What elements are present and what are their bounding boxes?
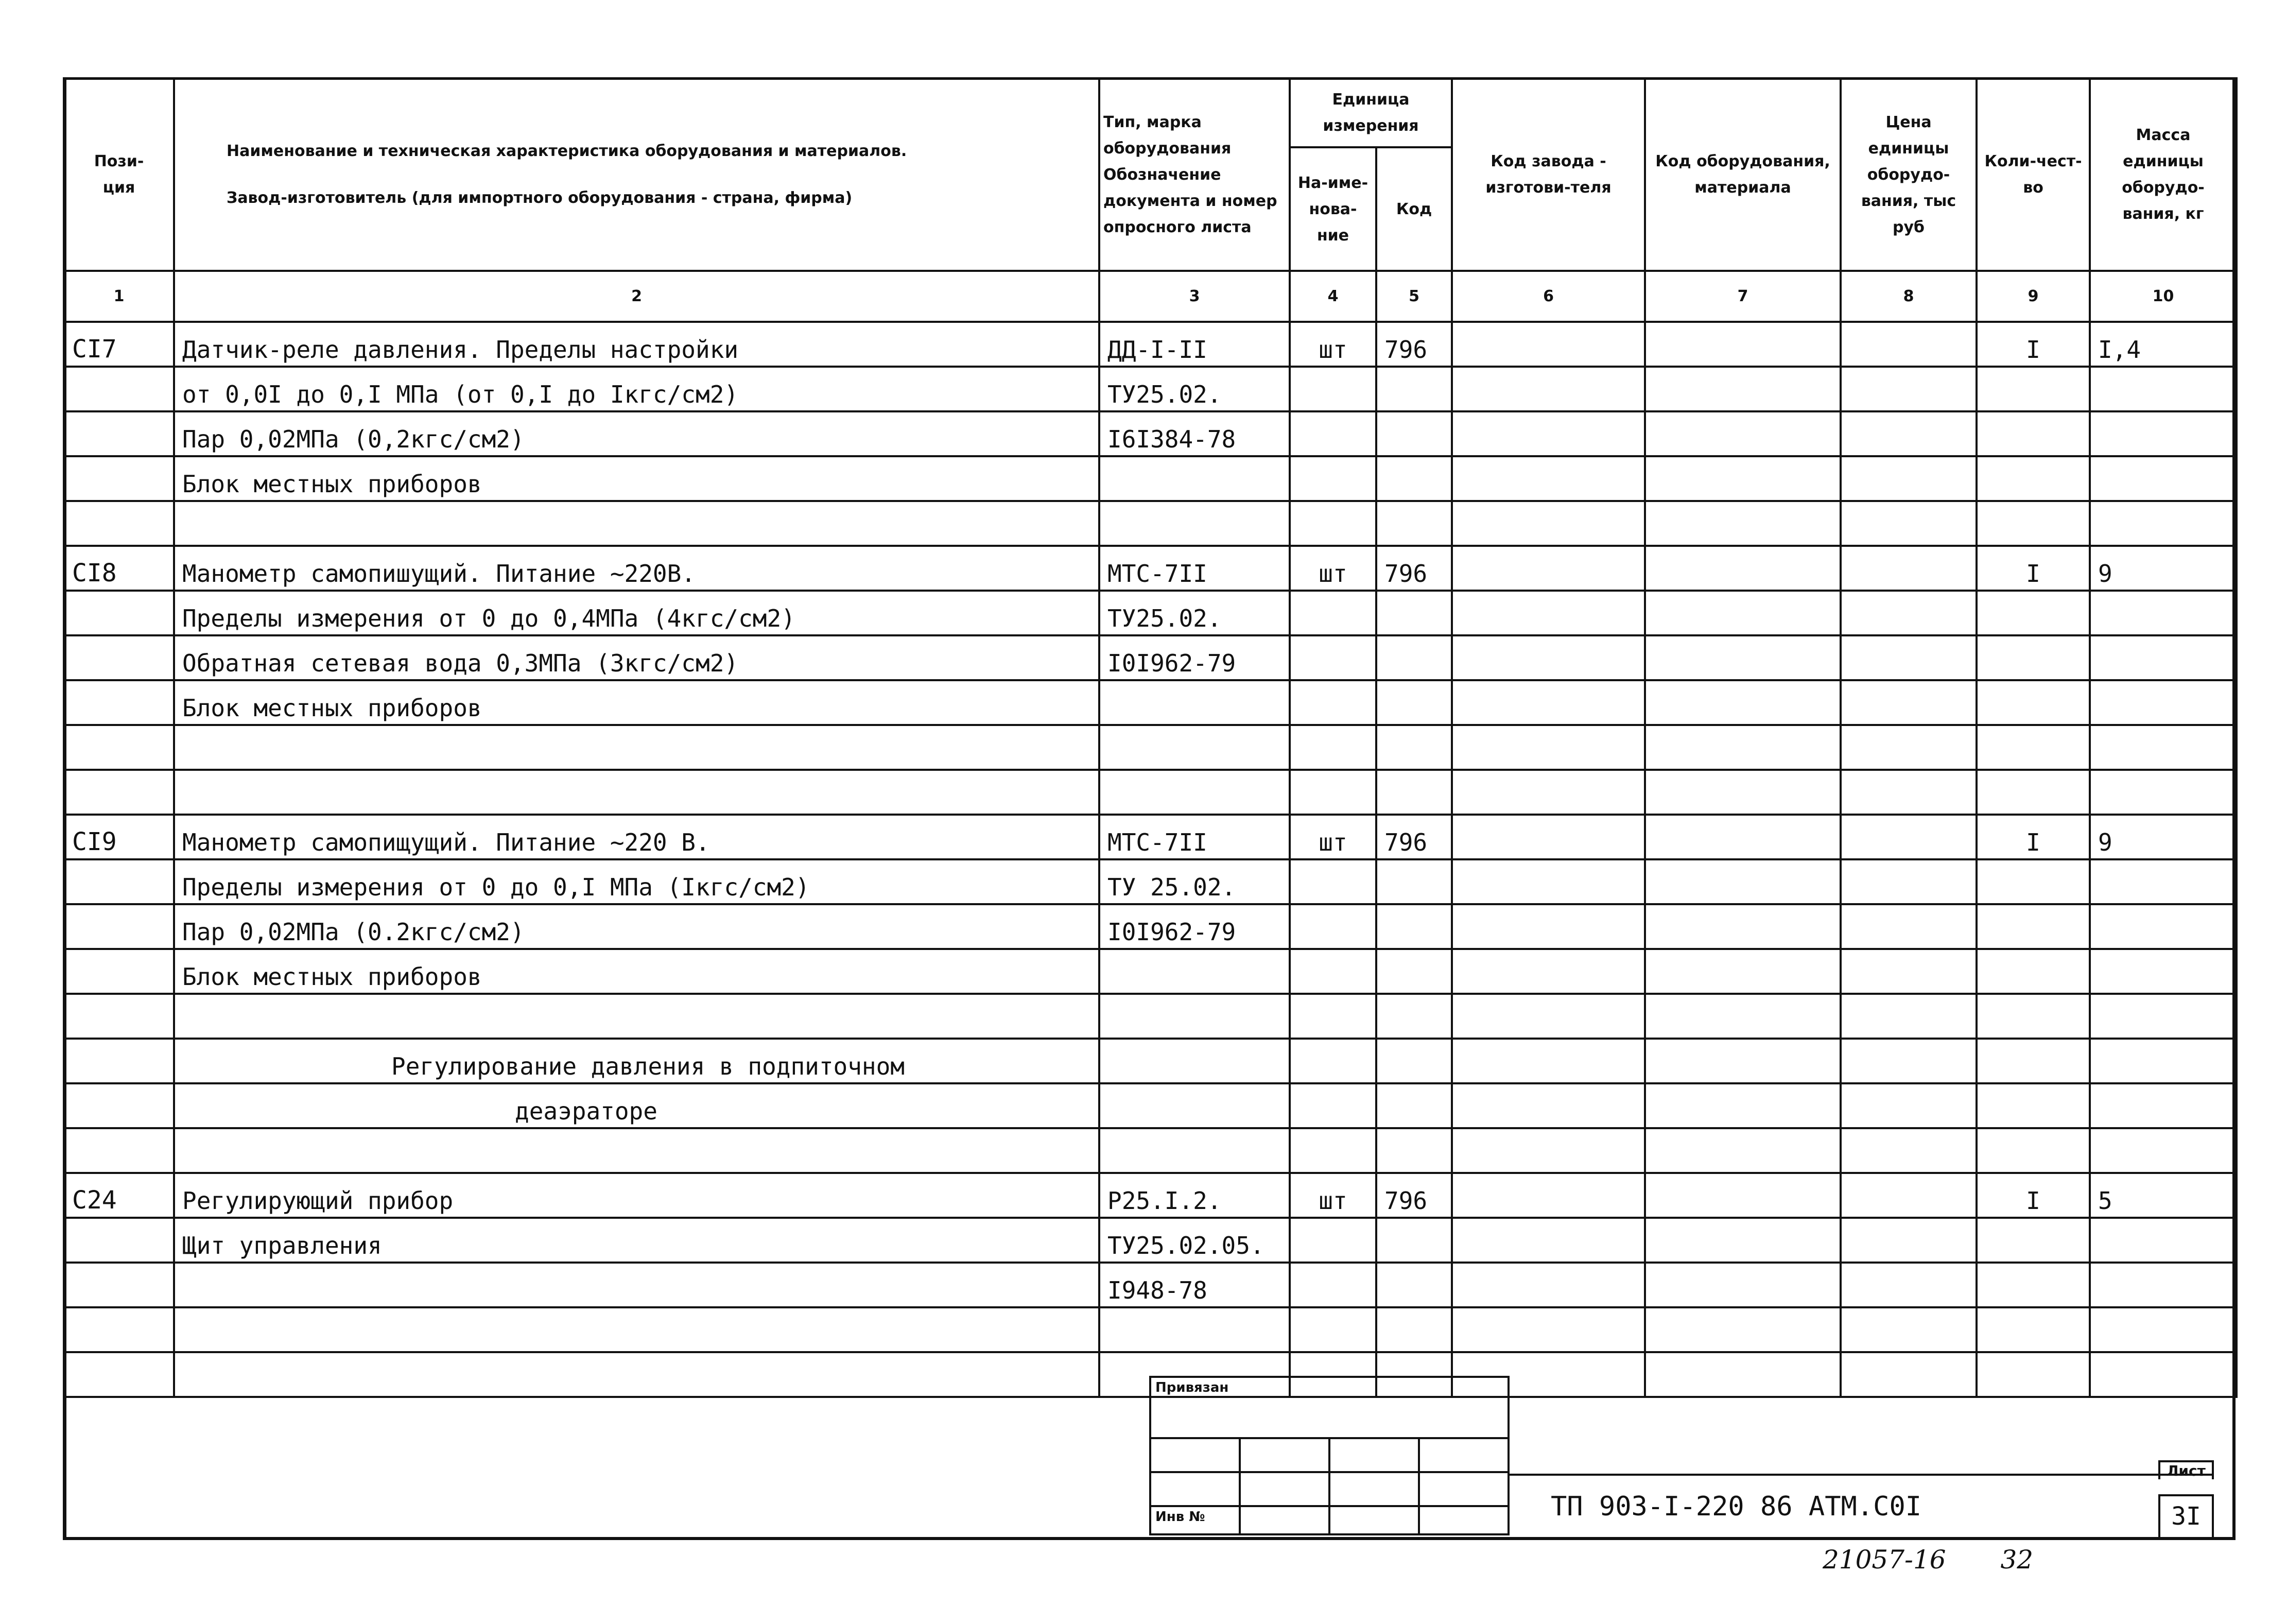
equipment-code-cell — [1645, 501, 1841, 546]
equipment-code-cell — [1645, 546, 1841, 591]
table-row — [64, 1263, 2237, 1307]
unit-cell — [1290, 591, 1376, 635]
header-equipment-code: Код оборудования, материала — [1645, 78, 1841, 271]
name-cell: Регулирование давления в подпиточном — [174, 1039, 1099, 1083]
position-cell: CI8 — [64, 546, 174, 591]
quantity-cell: I — [1977, 546, 2090, 591]
type-cell — [1099, 680, 1290, 725]
type-cell — [1099, 994, 1290, 1039]
equipment-code-cell — [1645, 1218, 1841, 1263]
name-cell: деаэраторе — [174, 1083, 1099, 1128]
unit-cell — [1290, 501, 1376, 546]
table-row — [64, 904, 2237, 949]
name-cell — [174, 770, 1099, 815]
table-row — [64, 1128, 2237, 1173]
unit-cell — [1290, 367, 1376, 411]
unit-code-cell — [1376, 1307, 1452, 1352]
factory-code-cell — [1452, 904, 1645, 949]
header-quantity: Коли-чест-во — [1977, 78, 2090, 271]
equipment-code-cell — [1645, 1128, 1841, 1173]
price-cell — [1841, 1263, 1977, 1307]
position-cell — [64, 367, 174, 411]
quantity-cell — [1977, 725, 2090, 770]
name-cell: Блок местных приборов — [174, 949, 1099, 994]
mass-cell — [2090, 1352, 2237, 1397]
column-number: 8 — [1841, 271, 1977, 322]
name-cell: Датчик-реле давления. Пределы настройки — [174, 322, 1099, 367]
unit-cell — [1290, 635, 1376, 680]
name-cell: Блок местных приборов — [174, 456, 1099, 501]
mass-cell — [2090, 904, 2237, 949]
price-cell — [1841, 546, 1977, 591]
mass-cell — [2090, 367, 2237, 411]
unit-cell — [1290, 456, 1376, 501]
unit-cell — [1290, 1039, 1376, 1083]
table-row — [64, 815, 2237, 859]
name-cell — [174, 1307, 1099, 1352]
column-number: 2 — [174, 271, 1099, 322]
unit-cell: шт — [1290, 322, 1376, 367]
column-number: 3 — [1099, 271, 1290, 322]
position-cell — [64, 591, 174, 635]
price-cell — [1841, 770, 1977, 815]
type-cell — [1099, 501, 1290, 546]
position-cell — [64, 1039, 174, 1083]
name-cell — [174, 725, 1099, 770]
header-mass: Масса единицы оборудо-вания, кг — [2090, 78, 2237, 271]
header-price: Цена единицы оборудо-вания, тыс руб — [1841, 78, 1977, 271]
price-cell — [1841, 1173, 1977, 1218]
price-cell — [1841, 1039, 1977, 1083]
unit-cell — [1290, 1263, 1376, 1307]
unit-code-cell — [1376, 1083, 1452, 1128]
price-cell — [1841, 1218, 1977, 1263]
equipment-code-cell — [1645, 1173, 1841, 1218]
price-cell — [1841, 1352, 1977, 1397]
unit-code-cell — [1376, 591, 1452, 635]
position-cell — [64, 1083, 174, 1128]
column-number: 10 — [2090, 271, 2237, 322]
position-cell: CI9 — [64, 815, 174, 859]
header-factory-code: Код завода - изготови-теля — [1452, 78, 1645, 271]
mass-cell: I,4 — [2090, 322, 2237, 367]
equipment-code-cell — [1645, 815, 1841, 859]
position-cell — [64, 1218, 174, 1263]
type-cell: ТУ25.02.05. — [1099, 1218, 1290, 1263]
table-row — [64, 949, 2237, 994]
position-cell — [64, 904, 174, 949]
factory-code-cell — [1452, 725, 1645, 770]
inventory-label: Инв № — [1150, 1506, 1240, 1534]
unit-code-cell — [1376, 725, 1452, 770]
column-number: 1 — [64, 271, 174, 322]
equipment-code-cell — [1645, 1307, 1841, 1352]
unit-cell — [1290, 770, 1376, 815]
quantity-cell — [1977, 591, 2090, 635]
price-cell — [1841, 994, 1977, 1039]
unit-cell — [1290, 411, 1376, 456]
table-row — [64, 591, 2237, 635]
unit-code-cell — [1376, 456, 1452, 501]
mass-cell — [2090, 411, 2237, 456]
type-cell — [1099, 1307, 1290, 1352]
type-cell: I948-78 — [1099, 1263, 1290, 1307]
mass-cell — [2090, 770, 2237, 815]
name-cell — [174, 1128, 1099, 1173]
column-number: 7 — [1645, 271, 1841, 322]
factory-code-cell — [1452, 1173, 1645, 1218]
header-unit-code: Код — [1376, 147, 1452, 271]
mass-cell — [2090, 501, 2237, 546]
table-row — [64, 680, 2237, 725]
unit-code-cell — [1376, 635, 1452, 680]
name-cell: Пар 0,02МПа (0,2кгс/см2) — [174, 411, 1099, 456]
price-cell — [1841, 680, 1977, 725]
table-row — [64, 1083, 2237, 1128]
type-cell: МТС-7II — [1099, 546, 1290, 591]
name-cell: Регулирующий прибор — [174, 1173, 1099, 1218]
page-number: 32 — [2000, 1545, 2034, 1575]
quantity-cell — [1977, 1352, 2090, 1397]
equipment-code-cell — [1645, 725, 1841, 770]
type-cell — [1099, 725, 1290, 770]
quantity-cell — [1977, 635, 2090, 680]
quantity-cell — [1977, 949, 2090, 994]
unit-code-cell — [1376, 1263, 1452, 1307]
table-row — [64, 501, 2237, 546]
factory-code-cell — [1452, 949, 1645, 994]
mass-cell — [2090, 859, 2237, 904]
mass-cell — [2090, 591, 2237, 635]
unit-cell — [1290, 949, 1376, 994]
equipment-code-cell — [1645, 635, 1841, 680]
name-cell: Пар 0,02МПа (0.2кгс/см2) — [174, 904, 1099, 949]
column-number: 5 — [1376, 271, 1452, 322]
quantity-cell — [1977, 1263, 2090, 1307]
factory-code-cell — [1452, 994, 1645, 1039]
position-cell — [64, 994, 174, 1039]
table-row — [64, 1039, 2237, 1083]
unit-cell — [1290, 725, 1376, 770]
mass-cell — [2090, 949, 2237, 994]
price-cell — [1841, 859, 1977, 904]
factory-code-cell — [1452, 501, 1645, 546]
unit-code-cell — [1376, 770, 1452, 815]
table-row — [64, 994, 2237, 1039]
mass-cell — [2090, 1128, 2237, 1173]
factory-code-cell — [1452, 1039, 1645, 1083]
type-cell: I0I962-79 — [1099, 904, 1290, 949]
quantity-cell: I — [1977, 322, 2090, 367]
equipment-code-cell — [1645, 1352, 1841, 1397]
table-row — [64, 1218, 2237, 1263]
header-unit: Единица измерения — [1290, 78, 1452, 147]
table-row — [64, 1307, 2237, 1352]
name-cell: от 0,0I до 0,I МПа (от 0,I до Iкгс/см2) — [174, 367, 1099, 411]
unit-cell — [1290, 1128, 1376, 1173]
type-cell — [1099, 1128, 1290, 1173]
name-cell: Пределы измерения от 0 до 0,4МПа (4кгс/см2) — [174, 591, 1099, 635]
factory-code-cell — [1452, 1128, 1645, 1173]
quantity-cell: I — [1977, 1173, 2090, 1218]
table-row — [64, 859, 2237, 904]
type-cell: ТУ 25.02. — [1099, 859, 1290, 904]
unit-code-cell — [1376, 1039, 1452, 1083]
table-row — [64, 725, 2237, 770]
mass-cell — [2090, 456, 2237, 501]
price-cell — [1841, 815, 1977, 859]
type-cell — [1099, 770, 1290, 815]
quantity-cell — [1977, 904, 2090, 949]
mass-cell: 9 — [2090, 546, 2237, 591]
equipment-code-cell — [1645, 411, 1841, 456]
quantity-cell — [1977, 1083, 2090, 1128]
unit-cell — [1290, 994, 1376, 1039]
header-name-line2: Завод-изготовитель (для импортного оборудования - страна, фирма) — [227, 189, 853, 207]
unit-cell — [1290, 1083, 1376, 1128]
header-unit-name: На-име-нова-ние — [1290, 147, 1376, 271]
type-cell: ТУ25.02. — [1099, 591, 1290, 635]
type-cell — [1099, 1039, 1290, 1083]
header-type: Тип, марка оборудования Обозначение документа и номер опросного листа — [1099, 78, 1290, 271]
unit-cell: шт — [1290, 546, 1376, 591]
title-block — [1510, 1462, 2214, 1540]
quantity-cell — [1977, 411, 2090, 456]
table-row — [64, 322, 2237, 367]
table-row — [64, 546, 2237, 591]
position-cell — [64, 770, 174, 815]
position-cell: C24 — [64, 1173, 174, 1218]
price-cell — [1841, 949, 1977, 994]
archive-code: 21057-16 — [1823, 1545, 1946, 1575]
mass-cell — [2090, 1083, 2237, 1128]
position-cell — [64, 859, 174, 904]
factory-code-cell — [1452, 1218, 1645, 1263]
table-row — [64, 770, 2237, 815]
specification-body — [64, 322, 2237, 1397]
factory-code-cell — [1452, 1263, 1645, 1307]
position-cell — [64, 501, 174, 546]
specification-table — [63, 77, 2238, 1398]
sheet-label: Лист — [2158, 1460, 2214, 1479]
name-cell — [174, 501, 1099, 546]
unit-code-cell — [1376, 1128, 1452, 1173]
unit-code-cell — [1376, 501, 1452, 546]
factory-code-cell — [1452, 322, 1645, 367]
position-cell — [64, 680, 174, 725]
name-cell: Манометр самопищущий. Питание ~220 В. — [174, 815, 1099, 859]
type-cell: Р25.I.2. — [1099, 1173, 1290, 1218]
quantity-cell — [1977, 994, 2090, 1039]
header-name — [174, 78, 1099, 271]
name-cell: Блок местных приборов — [174, 680, 1099, 725]
unit-cell — [1290, 1307, 1376, 1352]
factory-code-cell — [1452, 770, 1645, 815]
equipment-code-cell — [1645, 322, 1841, 367]
bottom-border — [63, 1537, 2236, 1540]
position-cell — [64, 411, 174, 456]
type-cell: I6I384-78 — [1099, 411, 1290, 456]
column-number: 9 — [1977, 271, 2090, 322]
name-cell — [174, 1263, 1099, 1307]
mass-cell — [2090, 1218, 2237, 1263]
equipment-code-cell — [1645, 367, 1841, 411]
factory-code-cell — [1452, 1307, 1645, 1352]
table-row — [64, 1173, 2237, 1218]
quantity-cell — [1977, 367, 2090, 411]
price-cell — [1841, 367, 1977, 411]
position-cell — [64, 1307, 174, 1352]
equipment-code-cell — [1645, 904, 1841, 949]
position-cell — [64, 635, 174, 680]
unit-cell — [1290, 904, 1376, 949]
table-row — [64, 411, 2237, 456]
quantity-cell — [1977, 770, 2090, 815]
mass-cell — [2090, 680, 2237, 725]
name-cell: Щит управления — [174, 1218, 1099, 1263]
position-cell — [64, 1263, 174, 1307]
unit-code-cell: 796 — [1376, 815, 1452, 859]
attachment-stamp — [1149, 1376, 1510, 1535]
unit-cell: шт — [1290, 815, 1376, 859]
mass-cell — [2090, 1307, 2237, 1352]
unit-code-cell: 796 — [1376, 546, 1452, 591]
type-cell: ТУ25.02. — [1099, 367, 1290, 411]
type-cell: I0I962-79 — [1099, 635, 1290, 680]
unit-code-cell — [1376, 367, 1452, 411]
price-cell — [1841, 725, 1977, 770]
price-cell — [1841, 456, 1977, 501]
name-cell — [174, 1352, 1099, 1397]
equipment-code-cell — [1645, 456, 1841, 501]
price-cell — [1841, 411, 1977, 456]
name-cell: Манометр самопишущий. Питание ~220В. — [174, 546, 1099, 591]
quantity-cell — [1977, 501, 2090, 546]
mass-cell: 9 — [2090, 815, 2237, 859]
table-row — [64, 456, 2237, 501]
position-cell — [64, 725, 174, 770]
equipment-code-cell — [1645, 770, 1841, 815]
factory-code-cell — [1452, 1083, 1645, 1128]
equipment-code-cell — [1645, 1083, 1841, 1128]
equipment-code-cell — [1645, 994, 1841, 1039]
unit-code-cell — [1376, 859, 1452, 904]
document-code: ТП 903-I-220 86 АТМ.С0I — [1551, 1491, 1922, 1522]
price-cell — [1841, 1307, 1977, 1352]
name-cell: Пределы измерения от 0 до 0,I МПа (Iкгс/см2) — [174, 859, 1099, 904]
unit-code-cell — [1376, 1218, 1452, 1263]
mass-cell — [2090, 1263, 2237, 1307]
type-cell — [1099, 456, 1290, 501]
type-cell — [1099, 949, 1290, 994]
quantity-cell — [1977, 1128, 2090, 1173]
unit-code-cell: 796 — [1376, 322, 1452, 367]
quantity-cell — [1977, 680, 2090, 725]
unit-code-cell — [1376, 949, 1452, 994]
quantity-cell: I — [1977, 815, 2090, 859]
position-cell — [64, 949, 174, 994]
factory-code-cell — [1452, 411, 1645, 456]
unit-cell — [1290, 859, 1376, 904]
unit-code-cell — [1376, 680, 1452, 725]
factory-code-cell — [1452, 859, 1645, 904]
table-row — [64, 367, 2237, 411]
position-cell — [64, 456, 174, 501]
equipment-code-cell — [1645, 949, 1841, 994]
quantity-cell — [1977, 1307, 2090, 1352]
equipment-code-cell — [1645, 1039, 1841, 1083]
price-cell — [1841, 501, 1977, 546]
position-cell — [64, 1128, 174, 1173]
unit-code-cell — [1376, 994, 1452, 1039]
sheet-number: 3I — [2158, 1494, 2214, 1540]
price-cell — [1841, 591, 1977, 635]
factory-code-cell — [1452, 367, 1645, 411]
factory-code-cell — [1452, 591, 1645, 635]
price-cell — [1841, 635, 1977, 680]
equipment-code-cell — [1645, 680, 1841, 725]
price-cell — [1841, 322, 1977, 367]
type-cell: МТС-7II — [1099, 815, 1290, 859]
mass-cell — [2090, 725, 2237, 770]
type-cell — [1099, 1083, 1290, 1128]
quantity-cell — [1977, 1218, 2090, 1263]
header-position: Пози- ция — [64, 78, 174, 271]
unit-code-cell — [1376, 904, 1452, 949]
name-cell: Обратная сетевая вода 0,3МПа (3кгс/см2) — [174, 635, 1099, 680]
mass-cell: 5 — [2090, 1173, 2237, 1218]
unit-code-cell: 796 — [1376, 1173, 1452, 1218]
mass-cell — [2090, 1039, 2237, 1083]
quantity-cell — [1977, 456, 2090, 501]
price-cell — [1841, 1128, 1977, 1173]
equipment-code-cell — [1645, 1263, 1841, 1307]
factory-code-cell — [1452, 815, 1645, 859]
archive-number — [1823, 1545, 2033, 1575]
position-cell — [64, 1352, 174, 1397]
factory-code-cell — [1452, 546, 1645, 591]
header-name-line1: Наименование и техническая характеристика оборудования и материалов. — [227, 142, 907, 160]
equipment-code-cell — [1645, 859, 1841, 904]
mass-cell — [2090, 994, 2237, 1039]
quantity-cell — [1977, 859, 2090, 904]
position-cell: CI7 — [64, 322, 174, 367]
unit-cell: шт — [1290, 1173, 1376, 1218]
unit-cell — [1290, 680, 1376, 725]
unit-cell — [1290, 1218, 1376, 1263]
factory-code-cell — [1452, 635, 1645, 680]
table-row — [64, 635, 2237, 680]
factory-code-cell — [1452, 680, 1645, 725]
type-cell: ДД-I-II — [1099, 322, 1290, 367]
attached-label: Привязан — [1150, 1377, 1509, 1438]
price-cell — [1841, 904, 1977, 949]
column-number: 6 — [1452, 271, 1645, 322]
mass-cell — [2090, 635, 2237, 680]
equipment-code-cell — [1645, 591, 1841, 635]
column-number: 4 — [1290, 271, 1376, 322]
quantity-cell — [1977, 1039, 2090, 1083]
price-cell — [1841, 1083, 1977, 1128]
unit-code-cell — [1376, 411, 1452, 456]
name-cell — [174, 994, 1099, 1039]
factory-code-cell — [1452, 456, 1645, 501]
